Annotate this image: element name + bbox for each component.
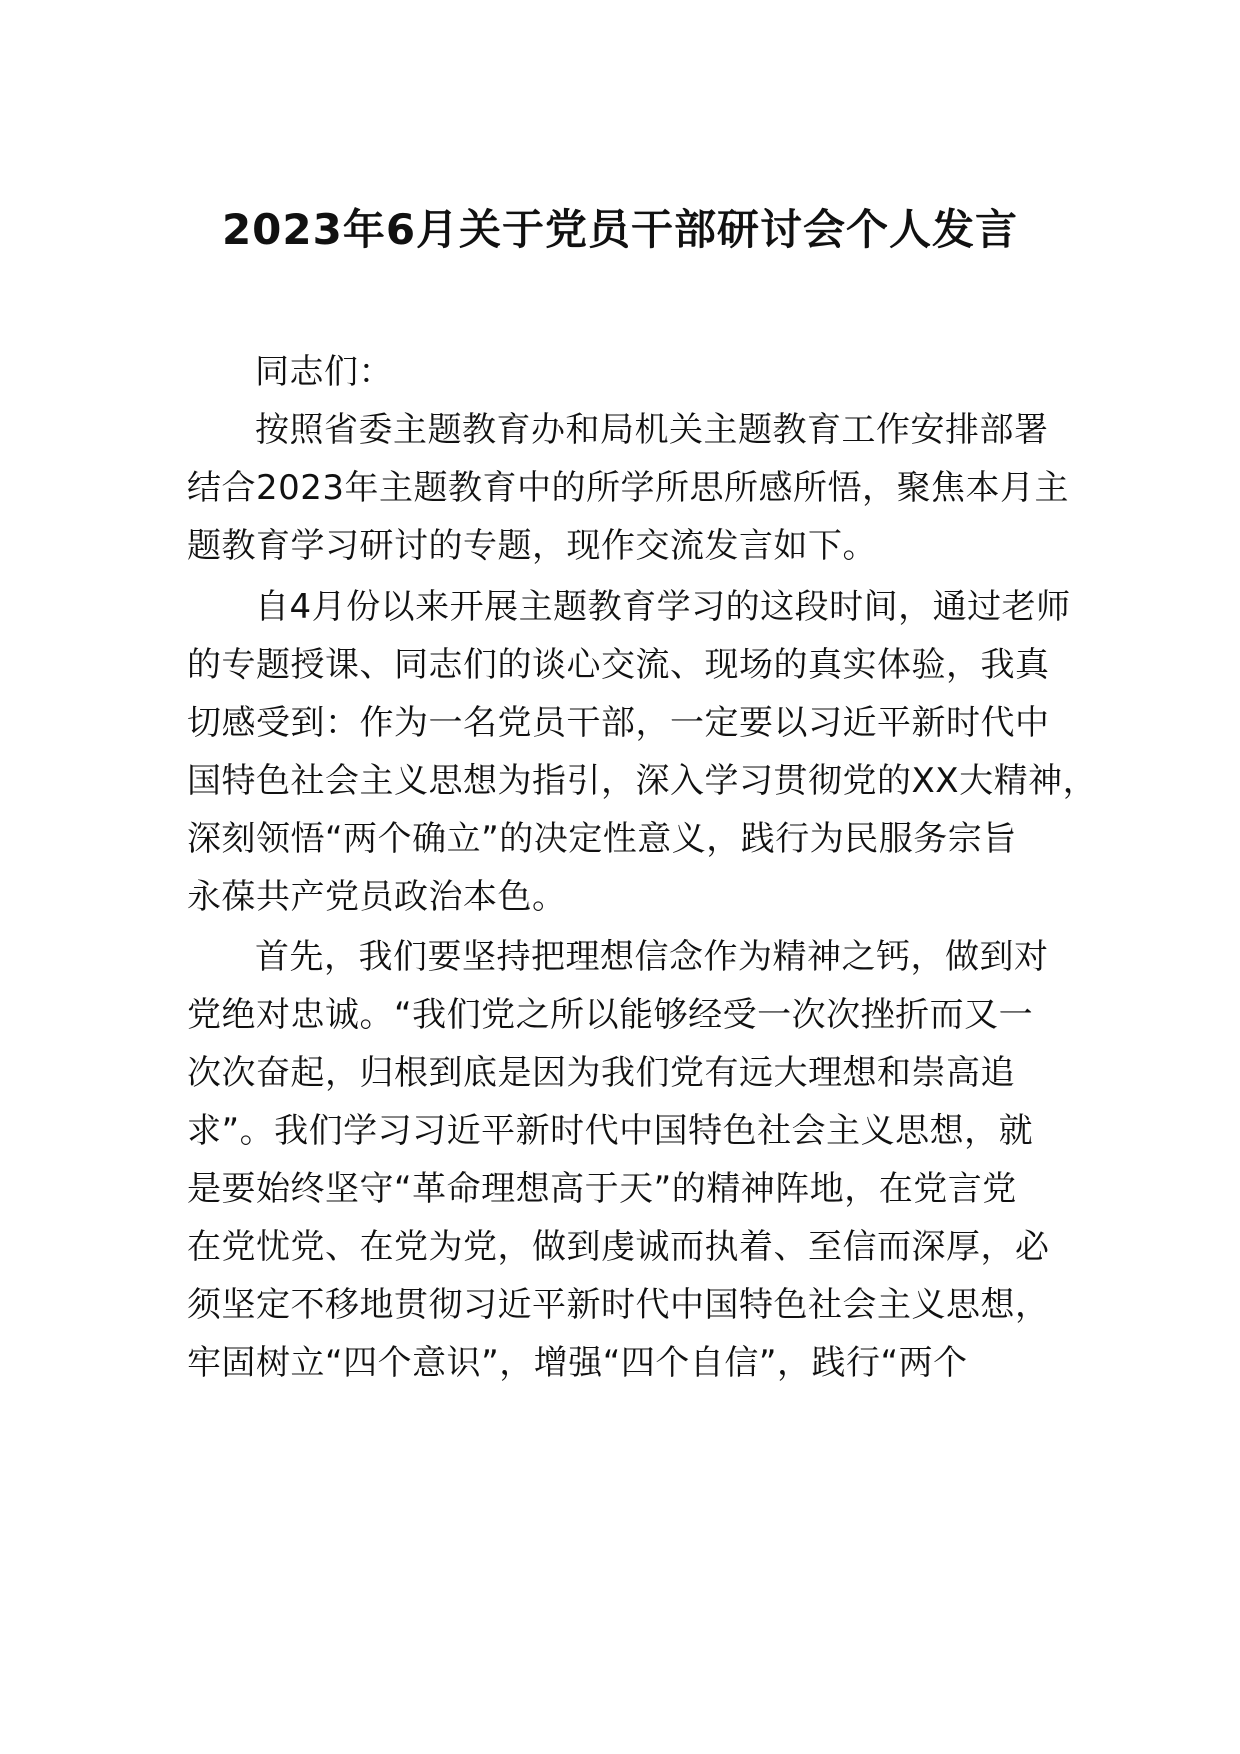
paragraph-line: 结合2023年主题教育中的所学所思所感所悟，聚焦本月主	[187, 468, 1070, 508]
salutation: 同志们：	[255, 352, 393, 392]
paragraph-line: 深刻领悟“两个确立”的决定性意义，践行为民服务宗旨	[187, 819, 1017, 859]
paragraph-line: 党绝对忠诚。“我们党之所以能够经受一次次挫折而又一	[187, 995, 1034, 1035]
paragraph-line: 自4月份以来开展主题教育学习的这段时间，通过老师	[255, 587, 1071, 627]
paragraph-line: 切感受到：作为一名党员干部，一定要以习近平新时代中	[187, 703, 1050, 743]
paragraph-line: 的专题授课、同志们的谈心交流、现场的真实体验，我真	[187, 645, 1050, 685]
paragraph-line: 题教育学习研讨的专题，现作交流发言如下。	[187, 526, 877, 566]
paragraph-line: 国特色社会主义思想为指引，深入学习贯彻党的XX大精神，	[187, 761, 1098, 801]
paragraph-line: 按照省委主题教育办和局机关主题教育工作安排部署	[255, 410, 1049, 450]
paragraph-line: 次次奋起，归根到底是因为我们党有远大理想和崇高追	[187, 1053, 1015, 1093]
paragraph-line: 首先，我们要坚持把理想信念作为精神之钙，做到对	[255, 937, 1049, 977]
paragraph-line: 永葆共产党员政治本色。	[187, 877, 567, 917]
paragraph-line: 须坚定不移地贯彻习近平新时代中国特色社会主义思想，	[187, 1285, 1050, 1325]
paragraph-line: 牢固树立“四个意识”，增强“四个自信”，践行“两个	[187, 1343, 968, 1383]
document-title: 2023年6月关于党员干部研讨会个人发言	[221, 205, 1019, 254]
paragraph-line: 是要始终坚守“革命理想高于天”的精神阵地，在党言党	[187, 1169, 1017, 1209]
paragraph-line: 在党忧党、在党为党，做到虔诚而执着、至信而深厚，必	[187, 1227, 1050, 1267]
paragraph-line: 求”。我们学习习近平新时代中国特色社会主义思想，就	[187, 1111, 1034, 1151]
